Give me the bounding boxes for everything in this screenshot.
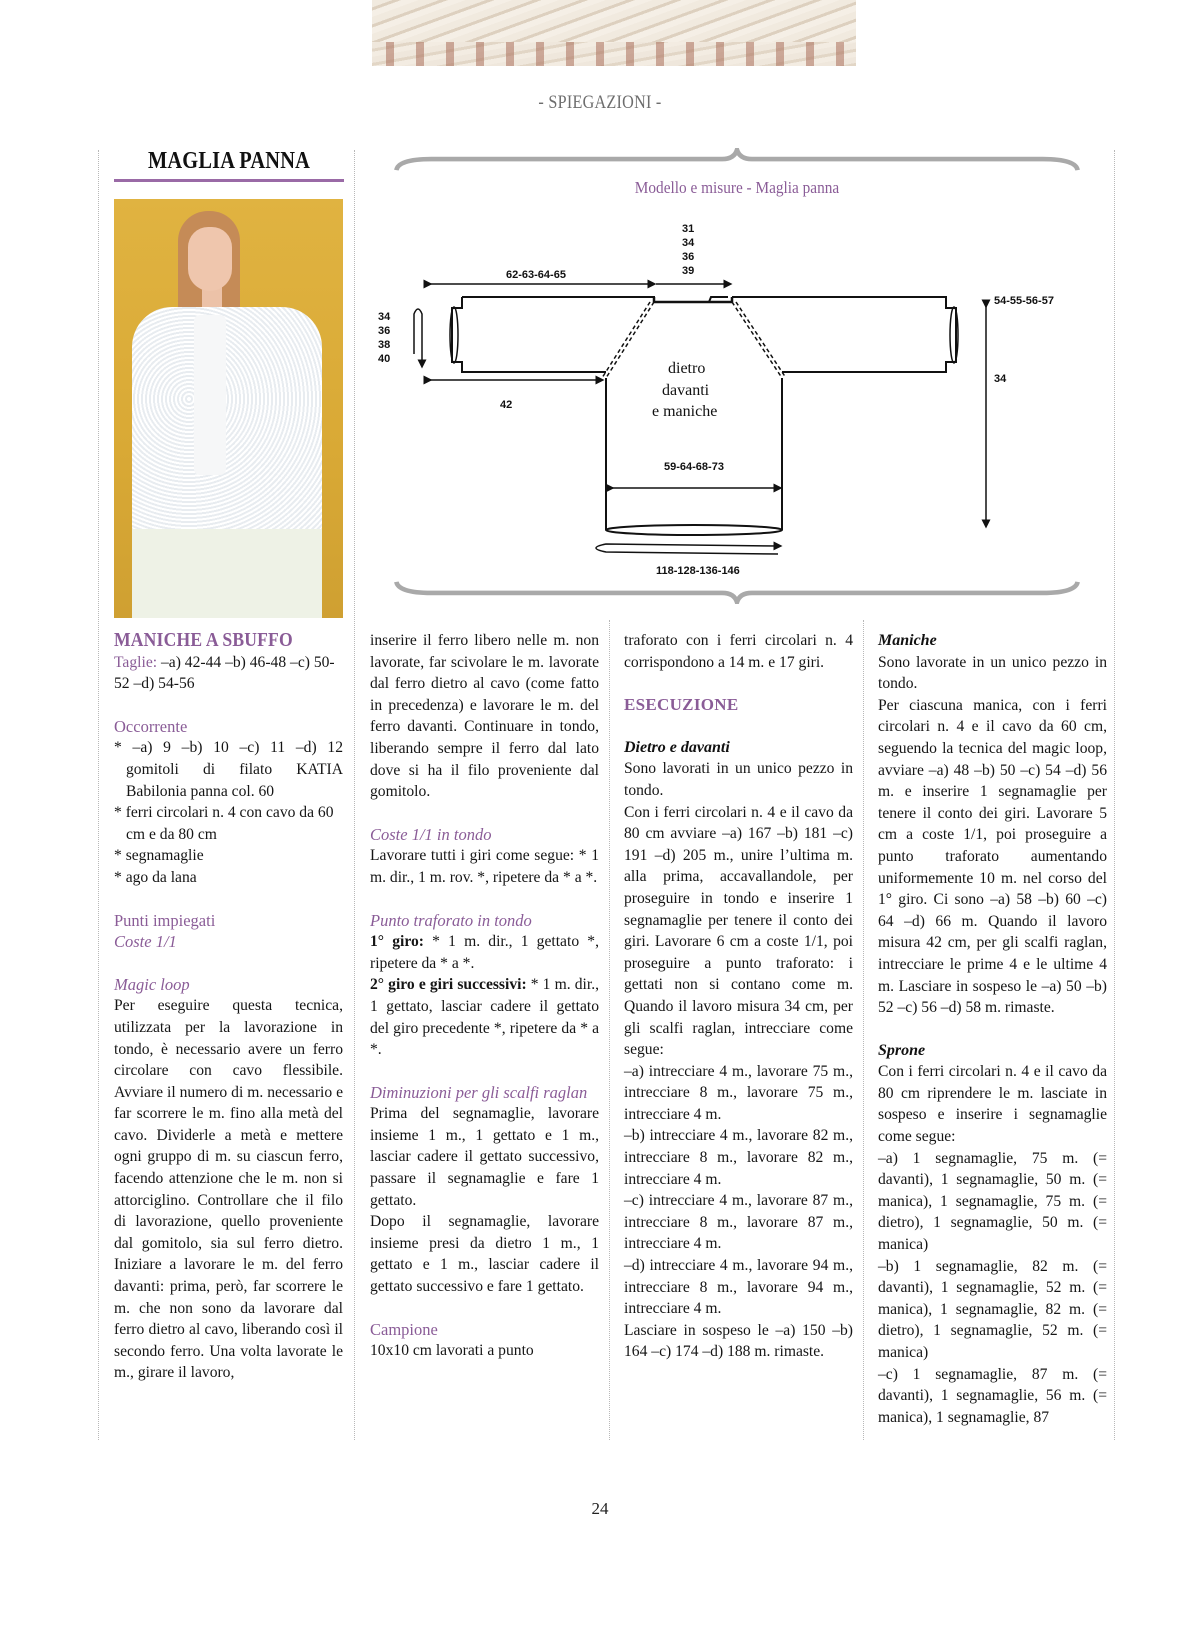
magic-loop-text: Per eseguire questa tecnica, utilizzata per la lavorazione in tondo, è necessario avere un ferro circolare con cavo flessibile. Avviare il numero di m. necessario e far scorrere le m. fino alla metà del cavo. Dividerle a metà e mettere ogni gruppo di m. su ciascun ferro, facendo attenzione che le m. non si attorciglino. Controllare che il filo di lavorazione, quello proveniente dal gomitolo, sia sul ferro dietro. Iniziare a lavorare le m. del ferro davanti: prima, però, far scorrere le m. che non sono da lavorare dal ferro dietro al cavo, liberando così il secondo ferro. Una volta lavorate le m., girare il lavoro,	[114, 997, 343, 1382]
stitch-coste: Coste 1/1	[114, 932, 177, 952]
yoke-heading: Sprone	[878, 1041, 926, 1059]
materials-heading: Occorrente	[114, 716, 188, 736]
diagram-title: Modello e misure - Maglia panna	[634, 178, 840, 197]
hold-stitches-text: Lasciare in sospeso le –a) 150 –b) 164 –c) 174 –d) 188 m. rimaste.	[624, 1321, 853, 1361]
label-neck-3: 36	[682, 251, 695, 263]
label-neck-1: 31	[682, 223, 695, 235]
lace-round-2: 2° giro e giri successivi: * 1 m. dir., 1 gettato, lasciar cadere il gettato del giro precedente *, ripetere da * a *.	[370, 976, 599, 1059]
size-d-instructions: –d) intrecciare 4 m., lavorare 94 m., intrecciare 8 m., lavorare 94 m., intrecciare 4 m.	[624, 1257, 853, 1318]
sleeves-text-2: Per ciascuna manica, con i ferri circolari n. 4 e il cavo da 60 cm, seguendo la tecnica del magic loop, avviare –a) 48 –b) 50 –c) 54 –d) 56 m. e inserire 1 segnamaglie per tenere il conto dei giri. Lavorare 5 cm a coste 1/1, poi proseguire a punto traforato aumentando uniformemente 10 m. nel corso del 1° giro. Ci sono –a) 58 –b) 60 –c) 64 –d) 66 m. Quando il lavoro misura 42 cm, per gli scalfi raglan, intrecciare le prime 4 e le ultime 4 m. Lasciare in sospeso le –a) 50 –b) 52 –c) 56 –d) 58 m. rimaste.	[878, 696, 1107, 1017]
lace-round-2-label: 2° giro e giri successivi:	[370, 976, 527, 994]
piece-name-2: davanti	[662, 382, 710, 399]
lace-round-1-label: 1° giro:	[370, 933, 424, 951]
label-body-width: 59-64-68-73	[664, 461, 724, 473]
knitted-texture-banner	[372, 0, 856, 66]
text-column-1	[114, 630, 343, 1384]
text-column-4	[878, 630, 1107, 1428]
garment-schematic	[366, 200, 1108, 600]
materials-item: * segnamaglie	[114, 847, 204, 865]
magic-loop-continued: inserire il ferro libero nelle m. non lavorate, far scivolare le m. lavorate dal ferro dietro al cavo (come fatto in precedenza) e lavorare le m. del ferro davanti. Continuare in tondo, liberando sempre il ferro dal lato dove si ha il filo proveniente dal gomitolo.	[370, 632, 599, 801]
yoke-size-c: –c) 1 segnamaglie, 87 m. (= davanti), 1 segnamaglie, 56 m. (= manica), 1 segnamaglie, 87	[878, 1365, 1107, 1426]
pattern-title: MAGLIA PANNA	[147, 148, 311, 174]
piece-name-1: dietro	[668, 360, 706, 377]
label-underarm: 42	[500, 399, 513, 411]
stitches-heading: Punti impiegati	[114, 910, 216, 930]
decrease-text-1: Prima del segnamaglie, lavorare insieme 1 m., 1 gettato e 1 m., lasciar cadere il gettato successivo, passare il segnamaglie e fare 1 gettato.	[370, 1105, 599, 1209]
text-column-2	[370, 630, 599, 1362]
label-sleeve-circ-3: 38	[378, 339, 391, 351]
gauge-text: 10x10 cm lavorati a punto	[370, 1342, 534, 1360]
lace-round-1: 1° giro: * 1 m. dir., 1 gettato *, ripetere da * a *.	[370, 933, 599, 972]
materials-item: * ferri circolari n. 4 con cavo da 60 cm e da 80 cm	[114, 804, 334, 843]
materials-item: * ago da lana	[114, 868, 197, 886]
model-photo	[114, 199, 343, 618]
magic-loop-heading: Magic loop	[114, 974, 190, 994]
lace-heading: Punto traforato in tondo	[370, 910, 532, 930]
sleeves-heading: Maniche	[878, 632, 937, 649]
decrease-text-2: Dopo il segnamaglie, lavorare insieme presi da dietro 1 m., 1 gettato e 1 m., lasciar cadere il gettato successivo e fare 1 gettato.	[370, 1213, 599, 1296]
sizes	[114, 652, 343, 695]
title-underline	[114, 179, 344, 182]
text-column-3	[624, 630, 853, 1363]
top-brace	[366, 148, 1108, 172]
yoke-size-a: –a) 1 segnamaglie, 75 m. (= davanti), 1 segnamaglie, 50 m. (= manica), 1 segnamaglie, 75 m. (= dietro), 1 segnamaglie, 50 m. (= manica)	[878, 1149, 1107, 1254]
column-divider	[98, 150, 99, 1440]
body-heading: Dietro e davanti	[624, 738, 730, 756]
decrease-heading: Diminuzioni per gli scalfi raglan	[370, 1082, 588, 1102]
yoke-text: Con i ferri circolari n. 4 e il cavo da 80 cm riprendere le m. lasciate in sospeso e inserire i segnamaglie come segue:	[878, 1063, 1107, 1146]
size-b-instructions: –b) intrecciare 4 m., lavorare 82 m., intrecciare 8 m., lavorare 82 m., intrecciare 4 m.	[624, 1127, 853, 1188]
label-total-height: 54-55-56-57	[994, 295, 1054, 307]
gauge-continued: traforato con i ferri circolari n. 4 corrispondono a 14 m. e 17 giri.	[624, 632, 853, 671]
body-text-1: Sono lavorati in un unico pezzo in tondo.	[624, 760, 853, 799]
column-divider	[609, 620, 610, 1440]
label-sleeve-length: 62-63-64-65	[506, 269, 566, 281]
execution-heading: ESECUZIONE	[624, 695, 739, 715]
yoke-size-b: –b) 1 segnamaglie, 82 m. (= davanti), 1 segnamaglie, 52 m. (= manica), 1 segnamaglie, 82 m. (= dietro), 1 segnamaglie, 52 m. (= manica)	[878, 1257, 1107, 1361]
pattern-title-block	[114, 148, 344, 182]
size-c-instructions: –c) intrecciare 4 m., lavorare 87 m., intrecciare 8 m., lavorare 87 m., intrecciare 4 m.	[624, 1192, 853, 1253]
body-text-2: Con i ferri circolari n. 4 e il cavo da 80 cm avviare –a) 167 –b) 181 –c) 191 –d) 205 m., unire l’ultima m. alla prima, accavallandole, per proseguire in tondo e inserire 1 segnamaglie per tenere il conto dei giri. Lavorare 6 cm a coste 1/1, poi proseguire a punto traforato: i gettati non si contano come m. Quando il lavoro misura 34 cm, per gli scalfi raglan, intrecciare come segue:	[624, 803, 853, 1059]
label-sleeve-circ-2: 36	[378, 325, 391, 337]
rib-heading: Coste 1/1 in tondo	[370, 824, 492, 844]
gauge-heading: Campione	[370, 1319, 438, 1339]
column-divider	[354, 150, 355, 1440]
sleeves-text-1: Sono lavorate in un unico pezzo in tondo.	[878, 653, 1107, 693]
label-body-height: 34	[994, 373, 1007, 385]
sizes-text: –a) 42-44 –b) 46-48 –c) 50-52 –d) 54-56	[114, 653, 335, 693]
column-divider	[863, 620, 864, 1440]
section-title: - SPIEGAZIONI -	[538, 92, 662, 113]
column-divider	[1114, 150, 1115, 1440]
sizes-label: Taglie:	[114, 653, 158, 671]
label-body-circ: 118-128-136-146	[656, 565, 740, 577]
label-sleeve-circ-1: 34	[378, 311, 391, 323]
page-number: 24	[591, 1499, 609, 1518]
label-neck-4: 39	[682, 265, 695, 277]
rib-text: Lavorare tutti i giri come segue: * 1 m. dir., 1 m. rov. *, ripetere da * a *.	[370, 847, 599, 886]
heading-maniche-a-sbuffo: MANICHE A SBUFFO	[114, 629, 293, 651]
size-a-instructions: –a) intrecciare 4 m., lavorare 75 m., intrecciare 8 m., lavorare 75 m., intrecciare 4 m.	[624, 1062, 853, 1123]
label-neck-2: 34	[682, 237, 695, 249]
label-sleeve-circ-4: 40	[378, 353, 391, 365]
piece-name-3: e maniche	[652, 403, 718, 420]
materials-item: * –a) 9 –b) 10 –c) 11 –d) 12 gomitoli di filato KATIA Babilonia panna col. 60	[114, 739, 343, 800]
